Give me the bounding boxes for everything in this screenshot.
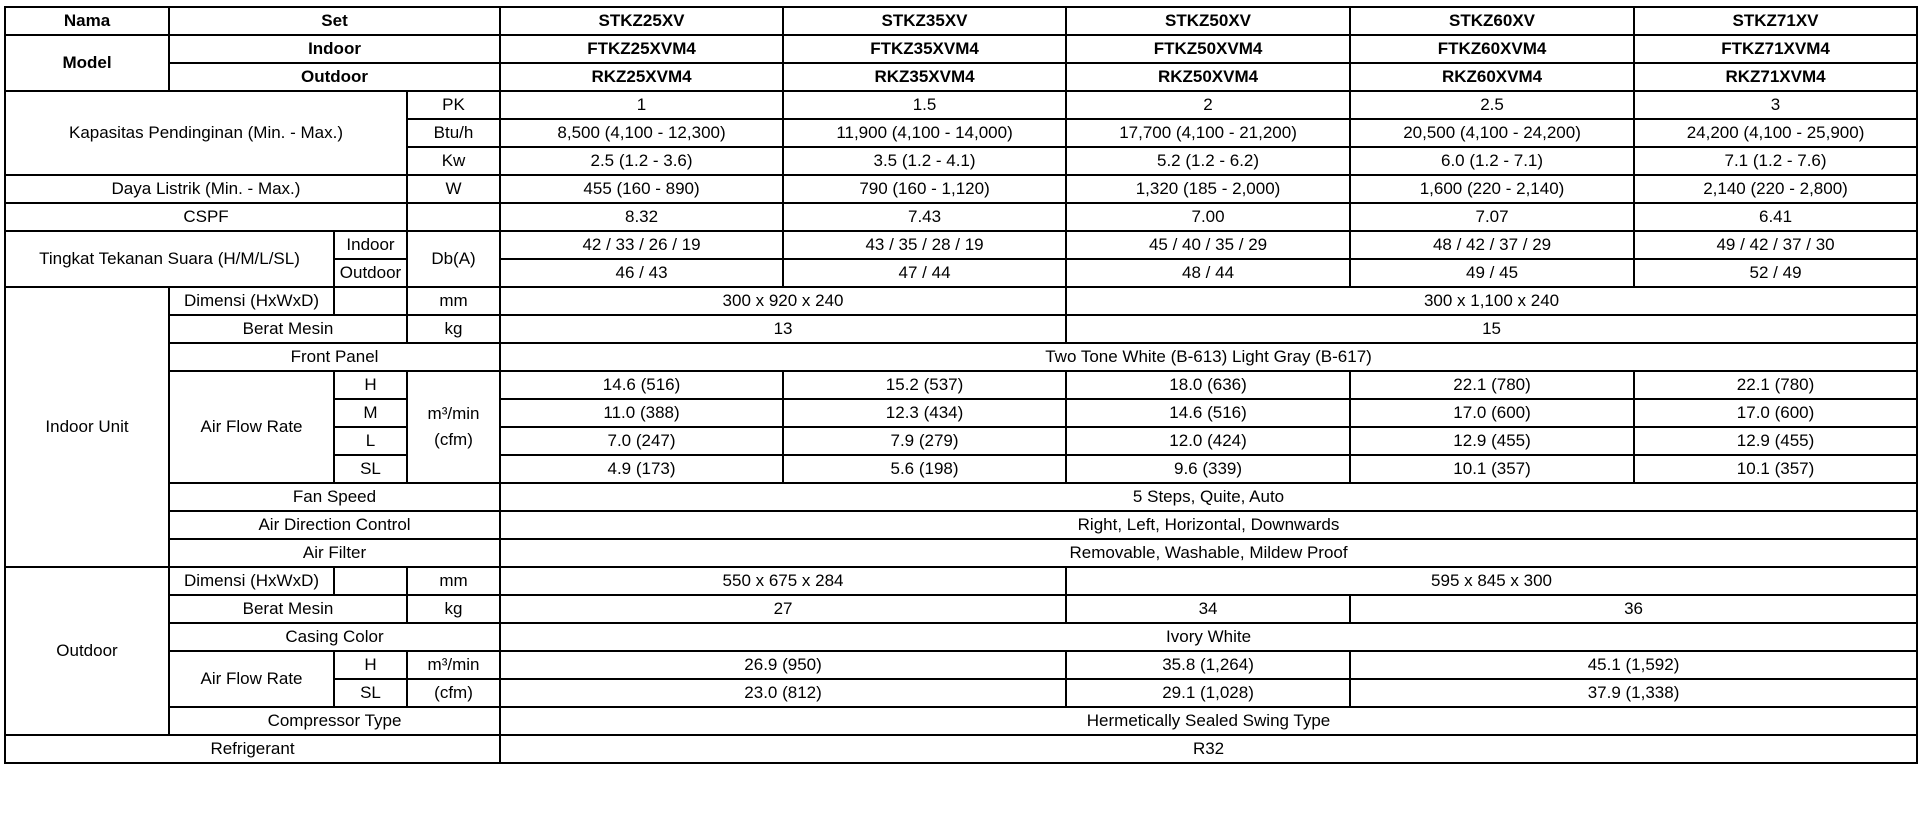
- cooling-value: 1.5: [783, 91, 1066, 119]
- cooling-value: 3: [1634, 91, 1917, 119]
- refrigerant-value: R32: [500, 735, 1917, 763]
- cspf-value: 7.00: [1066, 203, 1350, 231]
- outdoor-airflow-level: SL: [334, 679, 407, 707]
- spec-table: [4, 6, 1918, 764]
- airflow-unit-top: m³/min: [427, 404, 480, 423]
- outdoor-dimensi-value: 595 x 845 x 300: [1066, 567, 1917, 595]
- cooling-value: 2.5: [1350, 91, 1634, 119]
- outdoor-airflow-value: 45.1 (1,592): [1350, 651, 1917, 679]
- power-value: 1,320 (185 - 2,000): [1066, 175, 1350, 203]
- fan-speed-value: 5 Steps, Quite, Auto: [500, 483, 1917, 511]
- sound-value: 48 / 44: [1066, 259, 1350, 287]
- outdoor-airflow-unit-top: m³/min: [407, 651, 500, 679]
- cspf-value: 8.32: [500, 203, 783, 231]
- sound-value: 46 / 43: [500, 259, 783, 287]
- indoor-model-cell: FTKZ25XVM4: [500, 35, 783, 63]
- cooling-unit: Kw: [407, 147, 500, 175]
- power-value: 455 (160 - 890): [500, 175, 783, 203]
- indoor-dimensi-row: [5, 287, 1917, 315]
- power-unit: W: [407, 175, 500, 203]
- set-model-cell: STKZ25XV: [500, 7, 783, 35]
- sound-value: 48 / 42 / 37 / 29: [1350, 231, 1634, 259]
- indoor-airflow-value: 7.0 (247): [500, 427, 783, 455]
- outdoor-berat-row: [5, 595, 1917, 623]
- indoor-airflow-value: 15.2 (537): [783, 371, 1066, 399]
- indoor-airflow-value: 17.0 (600): [1634, 399, 1917, 427]
- outdoor-header: Outdoor: [169, 63, 500, 91]
- sound-value: 49 / 45: [1350, 259, 1634, 287]
- set-model-cell: STKZ35XV: [783, 7, 1066, 35]
- sound-value: 45 / 40 / 35 / 29: [1066, 231, 1350, 259]
- outdoor-berat-unit: kg: [407, 595, 500, 623]
- cooling-value: 7.1 (1.2 - 7.6): [1634, 147, 1917, 175]
- outdoor-unit-label: Outdoor: [5, 567, 169, 735]
- sound-outdoor-label: Outdoor: [334, 259, 407, 287]
- header-row-outdoor: [5, 63, 1917, 91]
- cspf-value: 7.07: [1350, 203, 1634, 231]
- cspf-value: 6.41: [1634, 203, 1917, 231]
- air-filter-value: Removable, Washable, Mildew Proof: [500, 539, 1917, 567]
- indoor-berat-unit: kg: [407, 315, 500, 343]
- model-header: Model: [5, 35, 169, 91]
- indoor-airflow-value: 11.0 (388): [500, 399, 783, 427]
- cooling-value: 1: [500, 91, 783, 119]
- outdoor-dimensi-value: 550 x 675 x 284: [500, 567, 1066, 595]
- indoor-airflow-value: 4.9 (173): [500, 455, 783, 483]
- sound-row-indoor: [5, 231, 1917, 259]
- indoor-airflow-value: 14.6 (516): [500, 371, 783, 399]
- sound-value: 47 / 44: [783, 259, 1066, 287]
- indoor-airflow-value: 14.6 (516): [1066, 399, 1350, 427]
- sound-value: 42 / 33 / 26 / 19: [500, 231, 783, 259]
- indoor-header: Indoor: [169, 35, 500, 63]
- indoor-airflow-value: 22.1 (780): [1634, 371, 1917, 399]
- header-row-set: [5, 7, 1917, 35]
- indoor-airflow-value: 22.1 (780): [1350, 371, 1634, 399]
- air-direction-label: Air Direction Control: [169, 511, 500, 539]
- power-value: 2,140 (220 - 2,800): [1634, 175, 1917, 203]
- indoor-model-cell: FTKZ50XVM4: [1066, 35, 1350, 63]
- outdoor-dimensi-row: [5, 567, 1917, 595]
- front-panel-row: [5, 343, 1917, 371]
- sound-value: 49 / 42 / 37 / 30: [1634, 231, 1917, 259]
- indoor-berat-value: 13: [500, 315, 1066, 343]
- indoor-airflow-level: L: [334, 427, 407, 455]
- indoor-dimensi-label: Dimensi (HxWxD): [169, 287, 334, 315]
- cooling-value: 11,900 (4,100 - 14,000): [783, 119, 1066, 147]
- cooling-value: 24,200 (4,100 - 25,900): [1634, 119, 1917, 147]
- cooling-value: 2: [1066, 91, 1350, 119]
- outdoor-airflow-unit-bottom: (cfm): [407, 679, 500, 707]
- indoor-airflow-value: 7.9 (279): [783, 427, 1066, 455]
- air-direction-value: Right, Left, Horizontal, Downwards: [500, 511, 1917, 539]
- cooling-row-pk: [5, 91, 1917, 119]
- casing-color-row: [5, 623, 1917, 651]
- indoor-unit-label: Indoor Unit: [5, 287, 169, 567]
- outdoor-airflow-level: H: [334, 651, 407, 679]
- compressor-value: Hermetically Sealed Swing Type: [500, 707, 1917, 735]
- sound-value: 43 / 35 / 28 / 19: [783, 231, 1066, 259]
- outdoor-airflow-value: 26.9 (950): [500, 651, 1066, 679]
- air-direction-row: [5, 511, 1917, 539]
- outdoor-model-cell: RKZ35XVM4: [783, 63, 1066, 91]
- cspf-label: CSPF: [5, 203, 407, 231]
- indoor-airflow-value: 17.0 (600): [1350, 399, 1634, 427]
- indoor-model-cell: FTKZ60XVM4: [1350, 35, 1634, 63]
- indoor-dimensi-value: 300 x 920 x 240: [500, 287, 1066, 315]
- indoor-dimensi-value: 300 x 1,100 x 240: [1066, 287, 1917, 315]
- indoor-berat-label: Berat Mesin: [169, 315, 407, 343]
- outdoor-airflow-label: Air Flow Rate: [169, 651, 334, 707]
- refrigerant-label: Refrigerant: [5, 735, 500, 763]
- indoor-model-cell: FTKZ35XVM4: [783, 35, 1066, 63]
- cooling-value: 20,500 (4,100 - 24,200): [1350, 119, 1634, 147]
- refrigerant-row: [5, 735, 1917, 763]
- power-value: 1,600 (220 - 2,140): [1350, 175, 1634, 203]
- indoor-airflow-label: Air Flow Rate: [169, 371, 334, 483]
- outdoor-berat-value: 34: [1066, 595, 1350, 623]
- outdoor-airflow-value: 37.9 (1,338): [1350, 679, 1917, 707]
- outdoor-berat-value: 36: [1350, 595, 1917, 623]
- outdoor-berat-value: 27: [500, 595, 1066, 623]
- cspf-unit: [407, 203, 500, 231]
- indoor-airflow-value: 18.0 (636): [1066, 371, 1350, 399]
- cooling-label: Kapasitas Pendinginan (Min. - Max.): [5, 91, 407, 175]
- indoor-airflow-value: 10.1 (357): [1350, 455, 1634, 483]
- indoor-berat-row: [5, 315, 1917, 343]
- cooling-value: 8,500 (4,100 - 12,300): [500, 119, 783, 147]
- cooling-value: 3.5 (1.2 - 4.1): [783, 147, 1066, 175]
- indoor-airflow-value: 5.6 (198): [783, 455, 1066, 483]
- indoor-airflow-row-h: [5, 371, 1917, 399]
- front-panel-label: Front Panel: [169, 343, 500, 371]
- cooling-value: 5.2 (1.2 - 6.2): [1066, 147, 1350, 175]
- outdoor-model-cell: RKZ71XVM4: [1634, 63, 1917, 91]
- outdoor-airflow-value: 29.1 (1,028): [1066, 679, 1350, 707]
- outdoor-airflow-value: 23.0 (812): [500, 679, 1066, 707]
- compressor-row: [5, 707, 1917, 735]
- sound-label: Tingkat Tekanan Suara (H/M/L/SL): [5, 231, 334, 287]
- cspf-row: [5, 203, 1917, 231]
- set-model-cell: STKZ60XV: [1350, 7, 1634, 35]
- set-model-cell: STKZ71XV: [1634, 7, 1917, 35]
- nama-header: Nama: [5, 7, 169, 35]
- indoor-airflow-value: 12.3 (434): [783, 399, 1066, 427]
- compressor-label: Compressor Type: [169, 707, 500, 735]
- cooling-value: 6.0 (1.2 - 7.1): [1350, 147, 1634, 175]
- indoor-model-cell: FTKZ71XVM4: [1634, 35, 1917, 63]
- outdoor-model-cell: RKZ60XVM4: [1350, 63, 1634, 91]
- indoor-dimensi-unit: mm: [407, 287, 500, 315]
- indoor-airflow-value: 12.9 (455): [1350, 427, 1634, 455]
- outdoor-model-cell: RKZ50XVM4: [1066, 63, 1350, 91]
- header-row-indoor: [5, 35, 1917, 63]
- outdoor-berat-label: Berat Mesin: [169, 595, 407, 623]
- casing-color-value: Ivory White: [500, 623, 1917, 651]
- fan-speed-row: [5, 483, 1917, 511]
- indoor-airflow-value: 9.6 (339): [1066, 455, 1350, 483]
- empty-cell: [334, 287, 407, 315]
- indoor-airflow-level: H: [334, 371, 407, 399]
- indoor-airflow-value: 12.9 (455): [1634, 427, 1917, 455]
- sound-unit: Db(A): [407, 231, 500, 287]
- cooling-value: 17,700 (4,100 - 21,200): [1066, 119, 1350, 147]
- indoor-airflow-level: M: [334, 399, 407, 427]
- power-row: [5, 175, 1917, 203]
- indoor-airflow-unit: [407, 371, 500, 483]
- outdoor-model-cell: RKZ25XVM4: [500, 63, 783, 91]
- indoor-airflow-level: SL: [334, 455, 407, 483]
- set-header: Set: [169, 7, 500, 35]
- air-filter-label: Air Filter: [169, 539, 500, 567]
- indoor-berat-value: 15: [1066, 315, 1917, 343]
- air-filter-row: [5, 539, 1917, 567]
- outdoor-dimensi-unit: mm: [407, 567, 500, 595]
- outdoor-airflow-value: 35.8 (1,264): [1066, 651, 1350, 679]
- set-model-cell: STKZ50XV: [1066, 7, 1350, 35]
- sound-indoor-label: Indoor: [334, 231, 407, 259]
- fan-speed-label: Fan Speed: [169, 483, 500, 511]
- front-panel-value: Two Tone White (B-613) Light Gray (B-617): [500, 343, 1917, 371]
- power-label: Daya Listrik (Min. - Max.): [5, 175, 407, 203]
- cooling-value: 2.5 (1.2 - 3.6): [500, 147, 783, 175]
- casing-color-label: Casing Color: [169, 623, 500, 651]
- cooling-unit: PK: [407, 91, 500, 119]
- outdoor-airflow-row-h: [5, 651, 1917, 679]
- power-value: 790 (160 - 1,120): [783, 175, 1066, 203]
- airflow-unit-bottom: (cfm): [434, 430, 473, 449]
- empty-cell: [334, 567, 407, 595]
- outdoor-dimensi-label: Dimensi (HxWxD): [169, 567, 334, 595]
- indoor-airflow-value: 10.1 (357): [1634, 455, 1917, 483]
- sound-value: 52 / 49: [1634, 259, 1917, 287]
- indoor-airflow-value: 12.0 (424): [1066, 427, 1350, 455]
- cspf-value: 7.43: [783, 203, 1066, 231]
- cooling-unit: Btu/h: [407, 119, 500, 147]
